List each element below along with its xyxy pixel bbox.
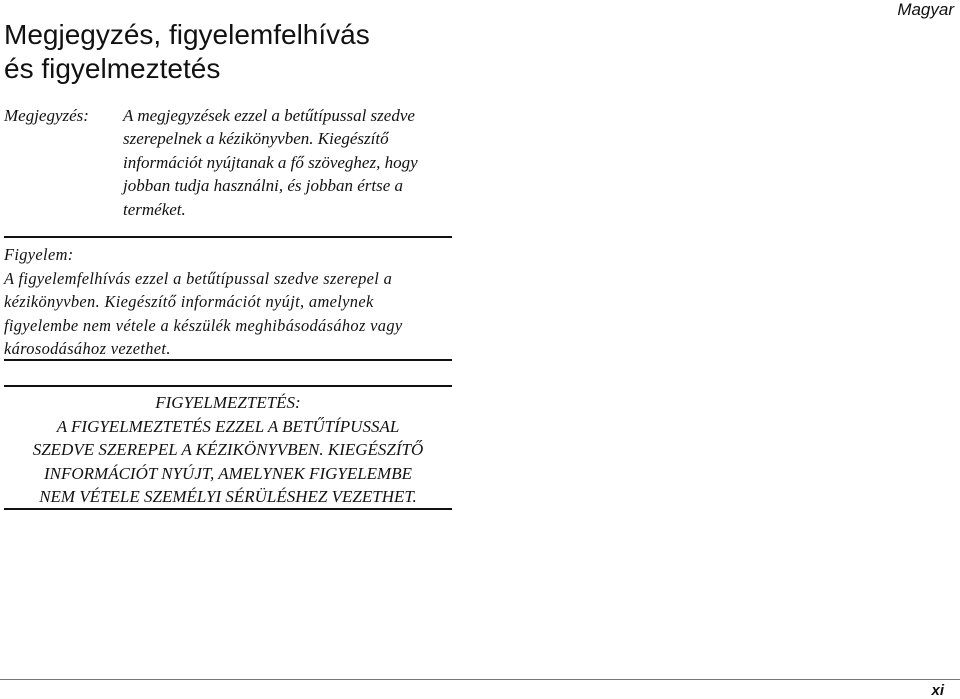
caution-text-line: A figyelemfelhívás ezzel a betűtípussal szedve szerepel a (4, 268, 393, 288)
language-label: Magyar (897, 0, 954, 19)
note-text-line: terméket. (123, 199, 186, 219)
warning-bottom-divider (4, 508, 452, 510)
page-number: xi (931, 682, 944, 699)
caution-section (4, 243, 456, 361)
note-text-line: szerepelnek a kézikönyvben. Kiegészítő (123, 129, 389, 149)
page-title (4, 18, 370, 86)
warning-text-line: A FIGYELMEZTETÉS EZZEL A BETŰTÍPUSSAL (56, 416, 400, 436)
caution-text-line: károsodásához vezethet. (4, 339, 171, 359)
note-text-line: A megjegyzések ezzel a betűtípussal szedve (123, 106, 415, 125)
warning-section (4, 391, 452, 509)
caution-label: Figyelem: (4, 245, 74, 264)
note-label: Megjegyzés: (4, 106, 89, 125)
caution-text-line: figyelembe nem vétele a készülék meghibásodásához vagy (4, 315, 403, 335)
note-text-line: jobban tudja használni, és jobban értse a (123, 176, 404, 196)
caution-text-line: kézikönyvben. Kiegészítő információt nyújt, amelynek (4, 292, 374, 312)
caution-top-divider (4, 236, 452, 238)
warning-label: FIGYELMEZTETÉS: (155, 393, 301, 412)
page-title-line: Megjegyzés, figyelemfelhívás (4, 19, 370, 50)
note-text (123, 104, 455, 221)
warning-text-line: NEM VÉTELE SZEMÉLYI SÉRÜLÉSHEZ VEZETHET. (39, 487, 417, 507)
page-title-line: és figyelmeztetés (4, 53, 221, 84)
warning-text-line: INFORMÁCIÓT NYÚJT, AMELYNEK FIGYELEMBE (43, 463, 412, 483)
caution-bottom-divider (4, 359, 452, 361)
warning-top-divider (4, 385, 452, 387)
warning-text-line: SZEDVE SZEREPEL A KÉZIKÖNYVBEN. KIEGÉSZÍTŐ (32, 440, 424, 460)
footer-divider (0, 679, 960, 680)
note-text-line: információt nyújtanak a fő szöveghez, hogy (123, 152, 418, 172)
